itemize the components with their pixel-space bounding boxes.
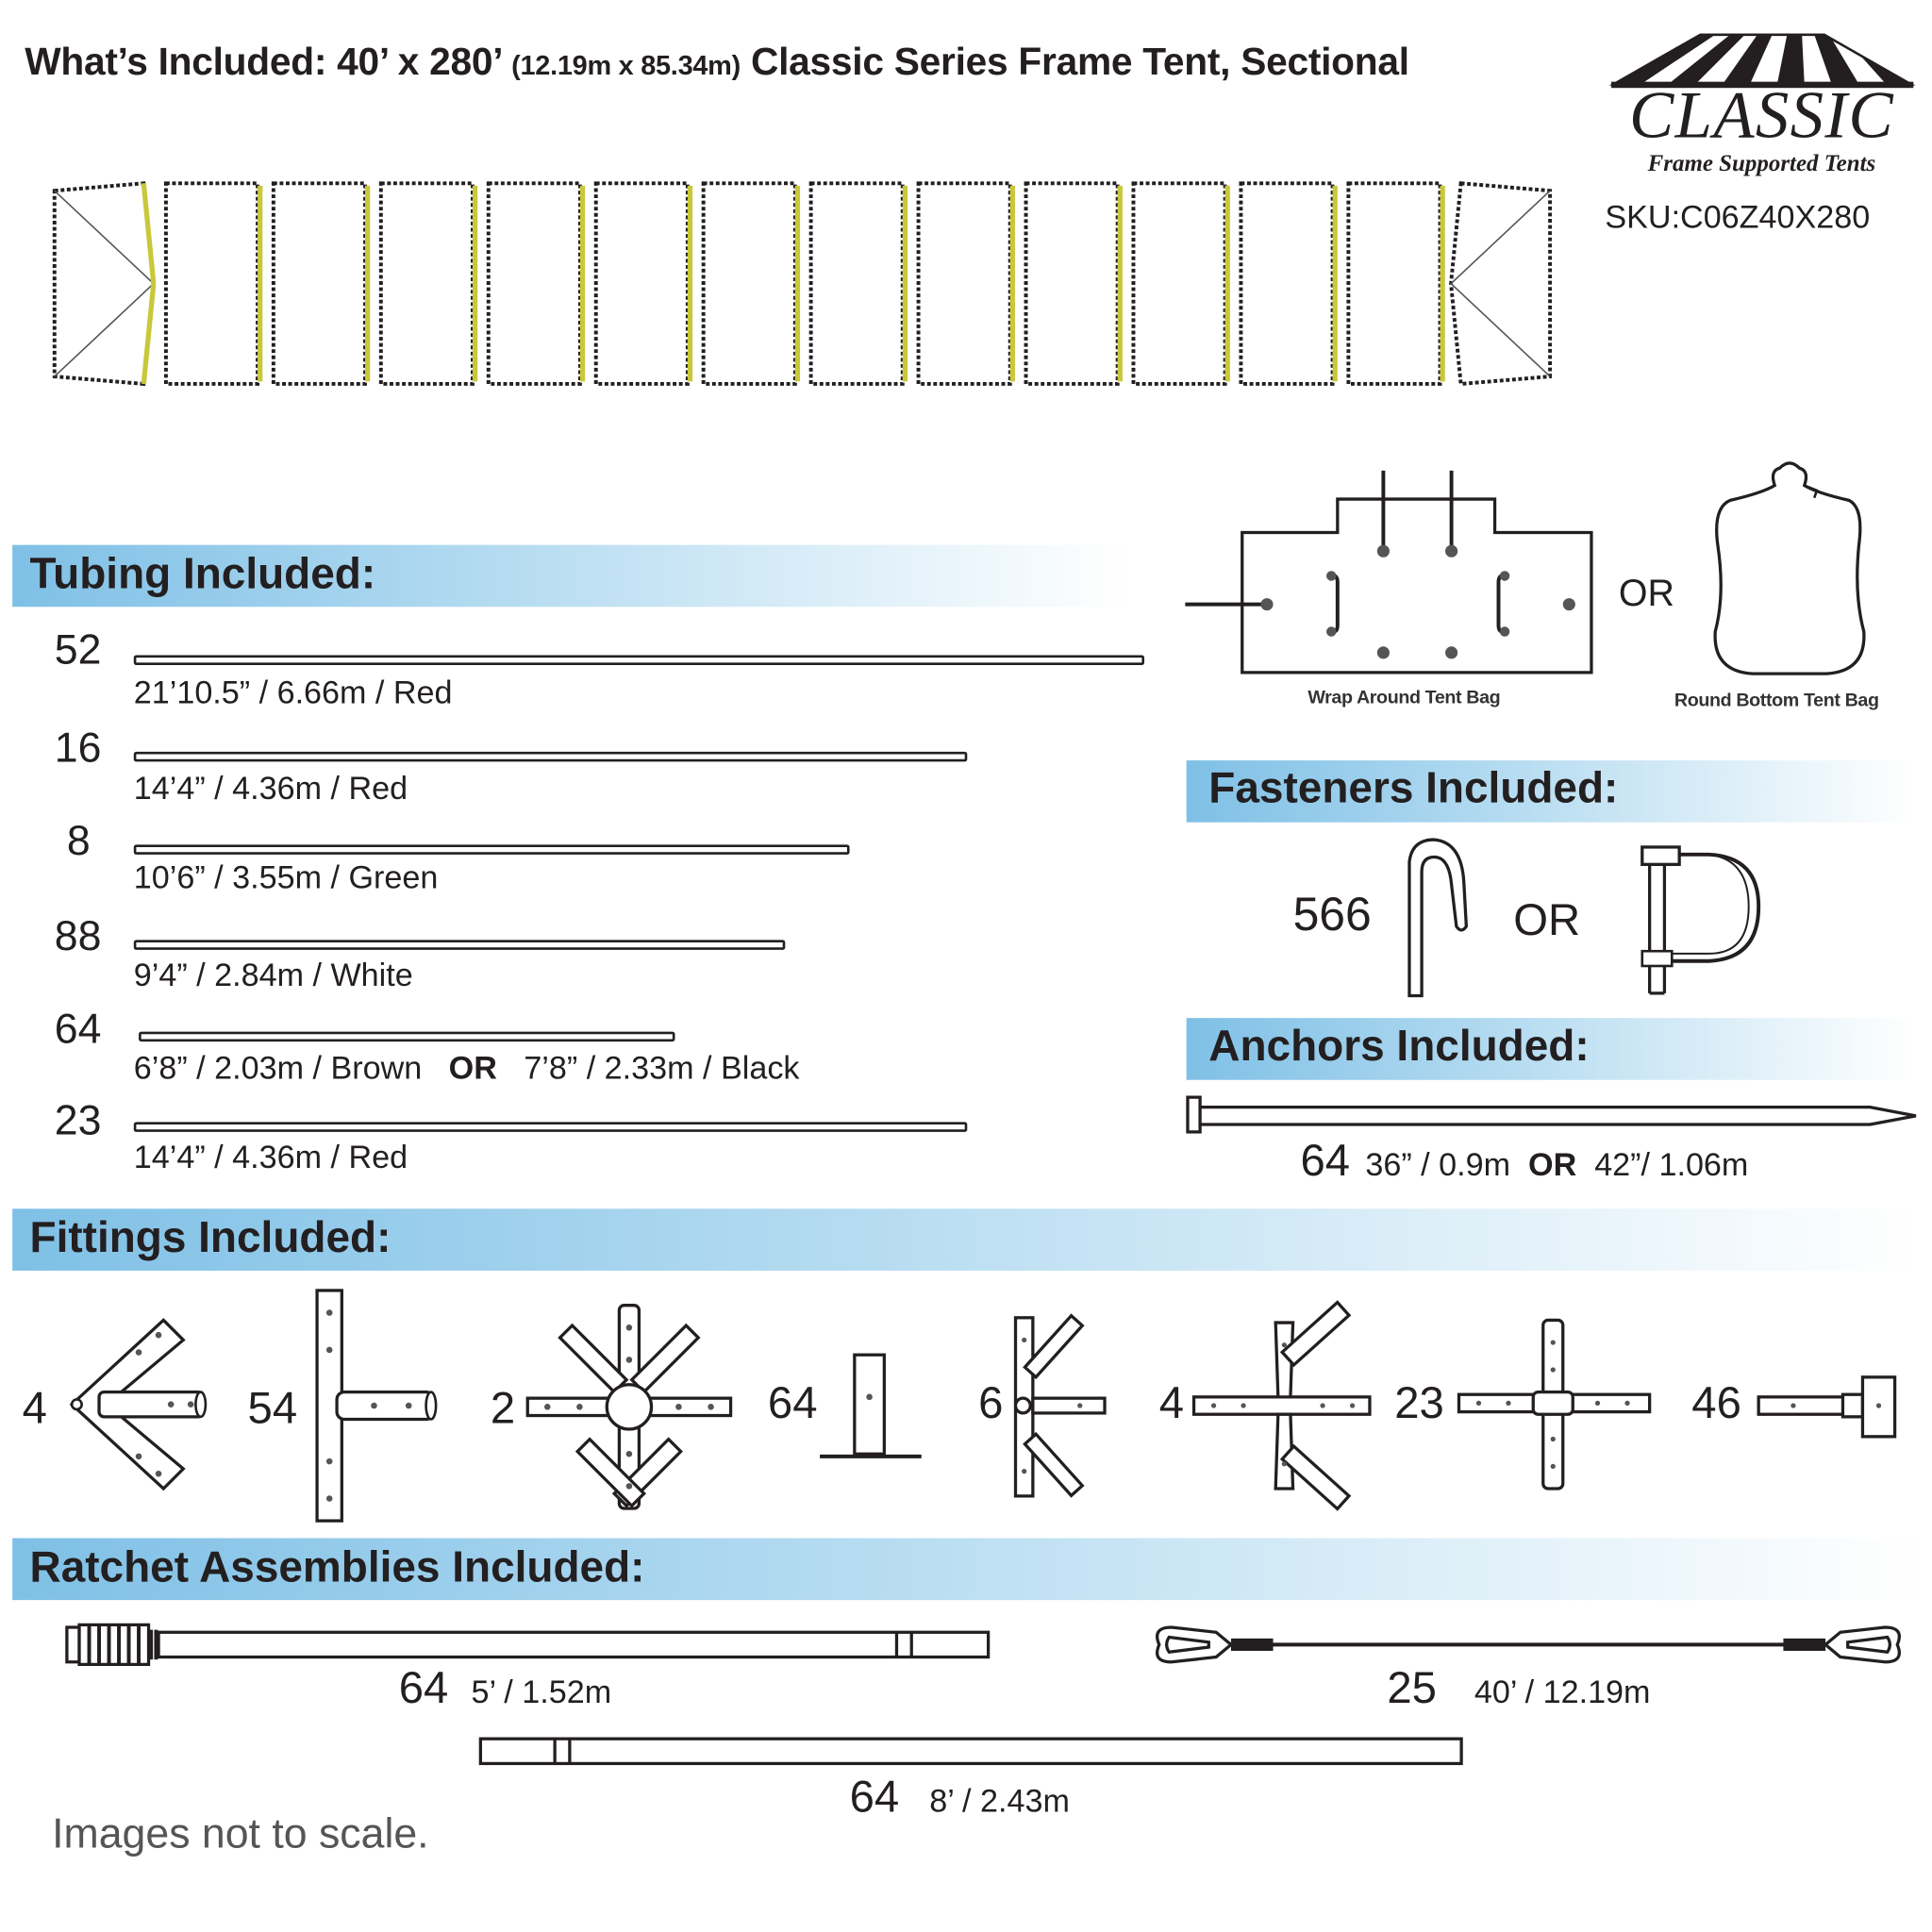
fitting-qty: 4	[1158, 1376, 1185, 1428]
tee-fitting-icon	[312, 1288, 441, 1523]
anchor-qty: 64	[1300, 1134, 1351, 1186]
cable-qty: 25	[1387, 1661, 1437, 1713]
tent-seam	[143, 284, 154, 384]
tent-middle-section	[1348, 183, 1440, 384]
fasteners-heading: Fasteners Included:	[1208, 763, 1619, 813]
cable-spec	[1387, 1662, 1650, 1714]
tent-middle-section	[596, 183, 688, 384]
tubing-bar	[134, 844, 850, 855]
fitting-qty: 6	[978, 1376, 1004, 1428]
strap-icon	[478, 1737, 1464, 1767]
tent-seam	[143, 183, 154, 283]
tent-middle-section	[919, 183, 1010, 384]
fitting-qty: 4	[22, 1382, 47, 1433]
fastener-or-label: OR	[1513, 893, 1581, 945]
tubing-bar	[134, 655, 1144, 665]
ratchet-strap-icon	[62, 1623, 993, 1667]
anchor-stake-icon	[1183, 1095, 1920, 1140]
tent-middle-section	[1133, 183, 1224, 384]
tubing-qty: 88	[54, 912, 102, 960]
fasteners-section-header	[1187, 760, 1918, 823]
ratchets-heading: Ratchet Assemblies Included:	[29, 1542, 645, 1591]
wrap-around-tent-bag-icon	[1183, 464, 1604, 687]
tubing-qty: 52	[54, 626, 102, 675]
page-title	[25, 40, 1409, 84]
ratchet-spec	[399, 1662, 611, 1714]
tubing-spec: 14’4” / 4.36m / Red	[133, 1138, 408, 1175]
stake-hook-icon	[1397, 835, 1484, 1004]
tubing-bar	[134, 1122, 968, 1132]
tent-middle-section	[381, 183, 473, 384]
tent-end-guy-lines	[1451, 191, 1550, 376]
anchor-spec-a: 36” / 0.9m	[1365, 1145, 1511, 1183]
tent-middle-section	[489, 183, 580, 384]
anchor-spec-b: 42”/ 1.06m	[1594, 1145, 1749, 1183]
tubing-spec: 9’4” / 2.84m / White	[133, 956, 413, 993]
wrap-bag-caption: Wrap Around Tent Bag	[1307, 687, 1501, 708]
tubing-spec-or: OR	[448, 1048, 497, 1087]
cable-length: 40’ / 12.19m	[1474, 1673, 1651, 1710]
ratchet-length: 5’ / 1.52m	[471, 1673, 612, 1710]
tubing-spec-brown: 6’8” / 2.03m / Brown	[133, 1048, 423, 1087]
angled-three-way-fitting-icon	[62, 1315, 211, 1494]
bag-or-label: OR	[1618, 573, 1674, 615]
strap-qty: 64	[849, 1771, 900, 1823]
sku-label: SKU:C06Z40X280	[1605, 198, 1871, 236]
tubing-section-header	[12, 545, 1127, 608]
tent-middle-section	[704, 183, 795, 384]
strap-spec	[850, 1771, 1070, 1823]
fitting-qty: 23	[1394, 1376, 1444, 1428]
tent-layout-diagram	[50, 174, 1567, 396]
tubing-qty: 64	[54, 1005, 102, 1053]
ratchet-qty: 64	[398, 1661, 449, 1713]
tubing-heading: Tubing Included:	[29, 549, 376, 599]
lynch-pin-icon	[1632, 837, 1768, 1000]
strap-length: 8’ / 2.43m	[929, 1782, 1070, 1820]
multi-way-side-fitting-icon	[1006, 1315, 1109, 1498]
title-suffix: Classic Series Frame Tent, Sectional	[751, 40, 1409, 83]
anchor-spec	[1300, 1135, 1748, 1187]
tent-middle-section	[274, 183, 365, 384]
tent-end-guy-lines	[55, 191, 154, 376]
tent-middle-section	[166, 183, 258, 384]
round-bottom-tent-bag-icon	[1703, 458, 1876, 681]
tubing-spec	[134, 1049, 800, 1088]
tubing-qty: 23	[54, 1097, 102, 1145]
tent-middle-section	[811, 183, 903, 384]
fitting-qty: 64	[767, 1376, 818, 1428]
tubing-qty: 8	[66, 817, 91, 865]
anchors-section-header	[1187, 1018, 1918, 1080]
end-cap-fitting-icon	[1757, 1373, 1900, 1442]
six-way-hub-fitting-icon	[523, 1300, 736, 1513]
tubing-spec: 10’6” / 3.55m / Green	[133, 858, 439, 896]
tubing-spec: 14’4” / 4.36m / Red	[133, 769, 408, 807]
anchor-or: OR	[1528, 1145, 1577, 1183]
round-bag-caption: Round Bottom Tent Bag	[1674, 690, 1879, 711]
anchors-heading: Anchors Included:	[1208, 1022, 1590, 1071]
tubing-bar	[134, 940, 786, 950]
tubing-qty: 16	[54, 724, 102, 772]
tubing-spec: 21’10.5” / 6.66m / Red	[133, 674, 453, 711]
tent-end-section	[1451, 183, 1550, 384]
logo-wordmark: CLASSIC	[1628, 77, 1894, 153]
title-metric: (12.19m x 85.34m)	[511, 49, 741, 81]
tent-end-section	[55, 183, 154, 384]
logo-tagline: Frame Supported Tents	[1647, 151, 1876, 177]
fittings-section-header	[12, 1208, 1920, 1271]
fitting-qty: 46	[1691, 1376, 1741, 1428]
fasteners-qty: 566	[1292, 889, 1372, 941]
fittings-heading: Fittings Included:	[29, 1213, 391, 1262]
tent-middle-section	[1026, 183, 1118, 384]
ratchets-section-header	[12, 1538, 1920, 1600]
base-plate-icon	[817, 1350, 924, 1464]
ridge-fitting-icon	[1189, 1315, 1374, 1498]
title-prefix: What’s Included: 40’ x 280’	[25, 40, 502, 83]
tubing-bar	[134, 752, 968, 762]
tent-middle-section	[1241, 183, 1332, 384]
cross-fitting-icon	[1454, 1315, 1655, 1493]
tubing-spec-black: 7’8” / 2.33m / Black	[524, 1048, 800, 1087]
fitting-qty: 2	[490, 1382, 516, 1433]
scale-note: Images not to scale.	[52, 1810, 429, 1858]
tubing-bar	[139, 1032, 675, 1042]
fitting-qty: 54	[247, 1382, 298, 1433]
